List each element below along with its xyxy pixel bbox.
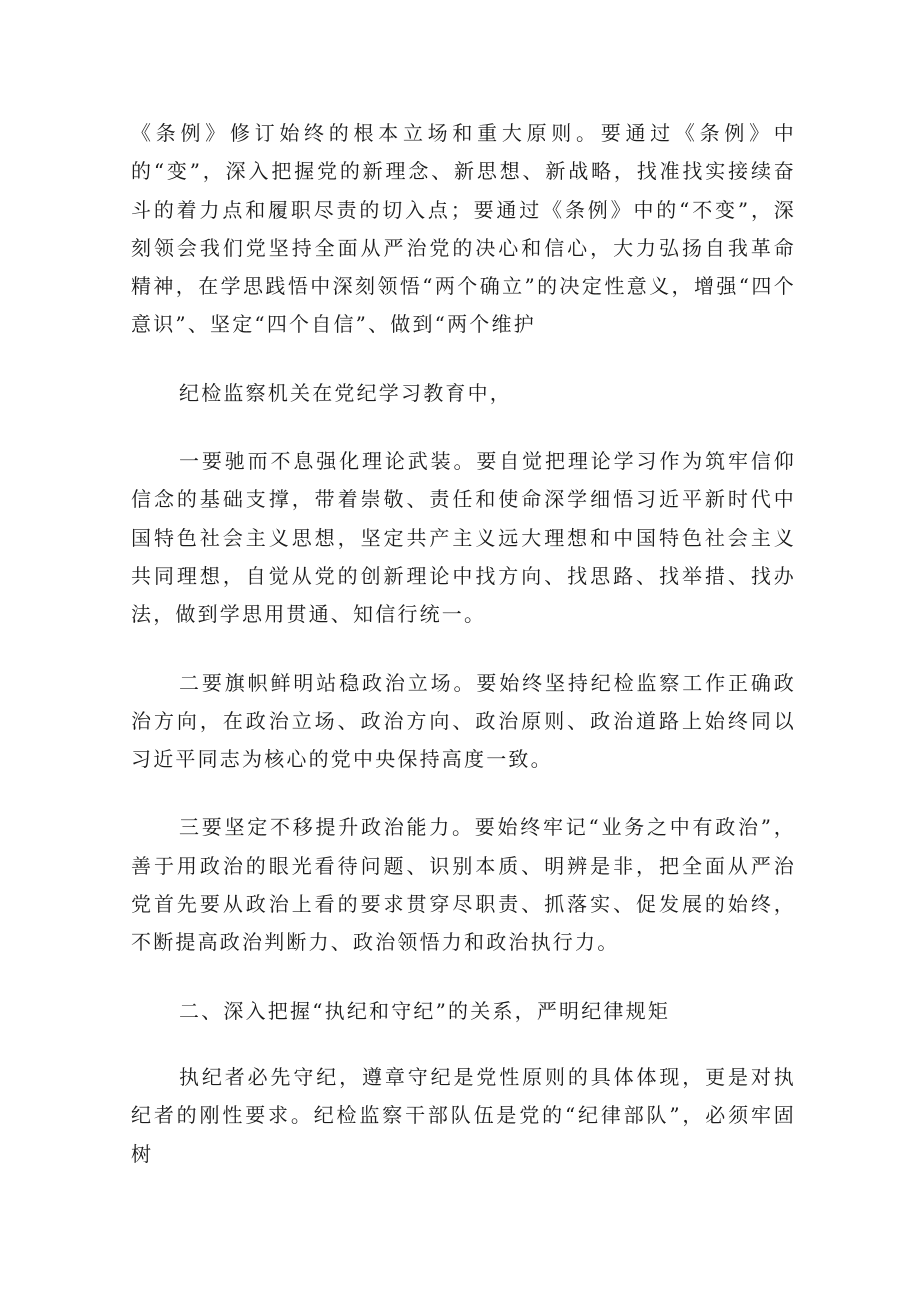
- document-body: [131, 114, 796, 1173]
- paragraph-point-two: 二要旗帜鲜明站稳政治立场。要始终坚持纪检监察工作正确政治方向，在政治立场、政治方向、政治原则、政治道路上始终同以习近平同志为核心的党中央保持高度一致。: [131, 670, 796, 772]
- paragraph-gap: [131, 634, 796, 664]
- paragraph-point-one: 一要驰而不息强化理论武装。要自觉把理论学习作为筑牢信仰信念的基础支撑，带着崇敬、责任和使命深学细悟习近平新时代中国特色社会主义思想，坚定共产主义远大理想和中国特色社会主义共同理想，自觉从党的创新理论中找方向、找思路、找举措、找办法，做到学思用贯通、知信行统一。: [131, 449, 796, 627]
- paragraph-section-body: 执纪者必先守纪，遵章守纪是党性原则的具体体现，更是对执纪者的刚性要求。纪检监察干部队伍是党的“纪律部队”，必须牢固树: [131, 1064, 796, 1166]
- paragraph-gap: [131, 778, 796, 808]
- paragraph-continuation: 《条例》修订始终的根本立场和重大原则。要通过《条例》中的“变”，深入把握党的新理念、新思想、新战略，找准找实接续奋斗的着力点和履职尽责的切入点；要通过《条例》中的“不变”，深刻领会我们党坚持全面从严治党的决心和信心，大力弘扬自我革命精神，在学思践悟中深刻领悟“两个确立”的决定性意义，增强“四个意识”、坚定“四个自信”、做到“两个维护: [131, 121, 796, 337]
- paragraph-point-three: 三要坚定不移提升政治能力。要始终牢记“业务之中有政治”，善于用政治的眼光看待问题、识别本质、明辨是非，把全面从严治党首先要从政治上看的要求贯穿尽职责、抓落实、促发展的始终，不断提高政治判断力、政治领悟力和政治执行力。: [131, 815, 796, 955]
- paragraph-gap: [131, 344, 796, 374]
- paragraph-gap: [131, 962, 796, 992]
- section-heading: 二、深入把握“执纪和守纪”的关系，严明纪律规矩: [179, 998, 671, 1023]
- paragraph-gap: [131, 412, 796, 442]
- paragraph-intro: 纪检监察机关在党纪学习教育中，: [179, 380, 512, 405]
- paragraph-gap: [131, 1030, 796, 1058]
